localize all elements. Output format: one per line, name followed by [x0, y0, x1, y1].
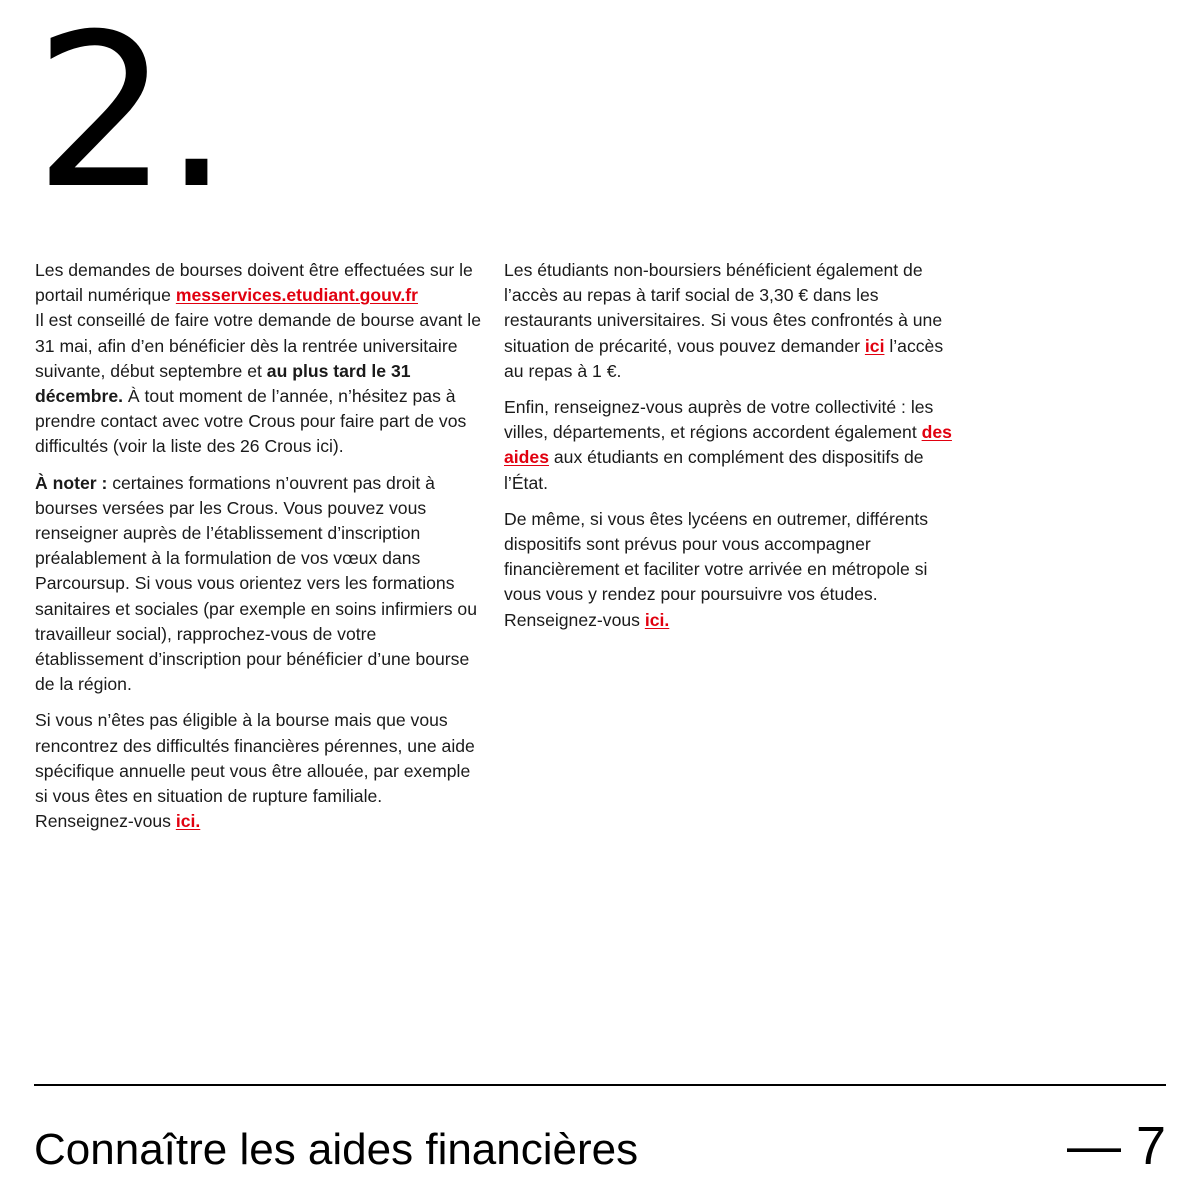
- paragraph-outremer: [504, 507, 954, 633]
- section-number: 2.: [34, 0, 225, 235]
- paragraph-text: l’accès au repas à 1 €.: [504, 335, 944, 381]
- paragraph-text: Si vous n’êtes pas éligible à la bourse mais que vous rencontrez des difficultés financières pérennes, une aide spécifique annuelle peut vous être allouée, par exemple si vous êtes en situation de rupture familiale. Renseignez-vous: [35, 710, 475, 832]
- paragraph-text: De même, si vous êtes lycéens en outremer, différents dispositifs sont prévus pour vous accompagner financièrement et faciliter votre arrivée en métropole si vous vous y rendez pour poursuivre vos études. Renseignez-vous: [504, 508, 929, 630]
- paragraph-bourses-demande: [35, 258, 483, 460]
- deadline-emphasis: au plus tard le 31 décembre.: [35, 360, 411, 407]
- outremer-ici-link[interactable]: ici.: [644, 609, 670, 630]
- paragraph-text: Il est conseillé de faire votre demande de bourse avant le 31 mai, afin d’en bénéficier dès la rentrée universitaire suivante, début septembre et: [35, 310, 481, 381]
- aide-specifique-ici-link[interactable]: ici.: [175, 811, 201, 832]
- right-column: [504, 258, 954, 644]
- des-aides-link[interactable]: des aides: [504, 422, 952, 468]
- page-number: — 7: [1066, 1116, 1166, 1176]
- paragraph-text: certaines formations n’ouvrent pas droit à bourses versées par les Crous. Vous pouvez vous renseigner auprès de l’établissement d’inscription préalablement à la formulation de vos vœux dans Parcoursup. Si vous vous orientez vers les formations sanitaires et sociales (par exemple en soins infirmiers ou travailleur social), rapprochez-vous de votre établissement d’inscription pour bénéficier d’une bourse de la région.: [35, 472, 477, 695]
- paragraph-collectivite: [504, 395, 954, 496]
- paragraph-a-noter: [35, 471, 483, 698]
- paragraph-repas-social: [504, 258, 954, 384]
- paragraph-text: Les étudiants non-boursiers bénéficient également de l’accès au repas à tarif social de 3,30 € dans les restaurants universitaires. Si vous êtes confrontés à une situation de précarité, vous pouvez demander: [504, 260, 943, 356]
- repas-ici-link[interactable]: ici: [864, 335, 885, 356]
- paragraph-text: aux étudiants en complément des dispositifs de l’État.: [504, 447, 924, 493]
- messervices-link[interactable]: messervices.etudiant.gouv.fr: [175, 285, 418, 306]
- left-column: [35, 258, 483, 845]
- footer-divider: [34, 1084, 1166, 1086]
- paragraph-text: Les demandes de bourses doivent être effectuées sur le portail numérique: [35, 260, 473, 306]
- paragraph-text: À tout moment de l’année, n’hésitez pas à prendre contact avec votre Crous pour faire part de vos difficultés (voir la liste des 26 Crous ici).: [35, 386, 467, 457]
- paragraph-aide-specifique: [35, 708, 483, 834]
- paragraph-text: Enfin, renseignez-vous auprès de votre collectivité : les villes, départements, et régions accordent également: [504, 397, 934, 443]
- footer-title: Connaître les aides financières: [34, 1125, 639, 1174]
- note-label: À noter :: [35, 472, 108, 493]
